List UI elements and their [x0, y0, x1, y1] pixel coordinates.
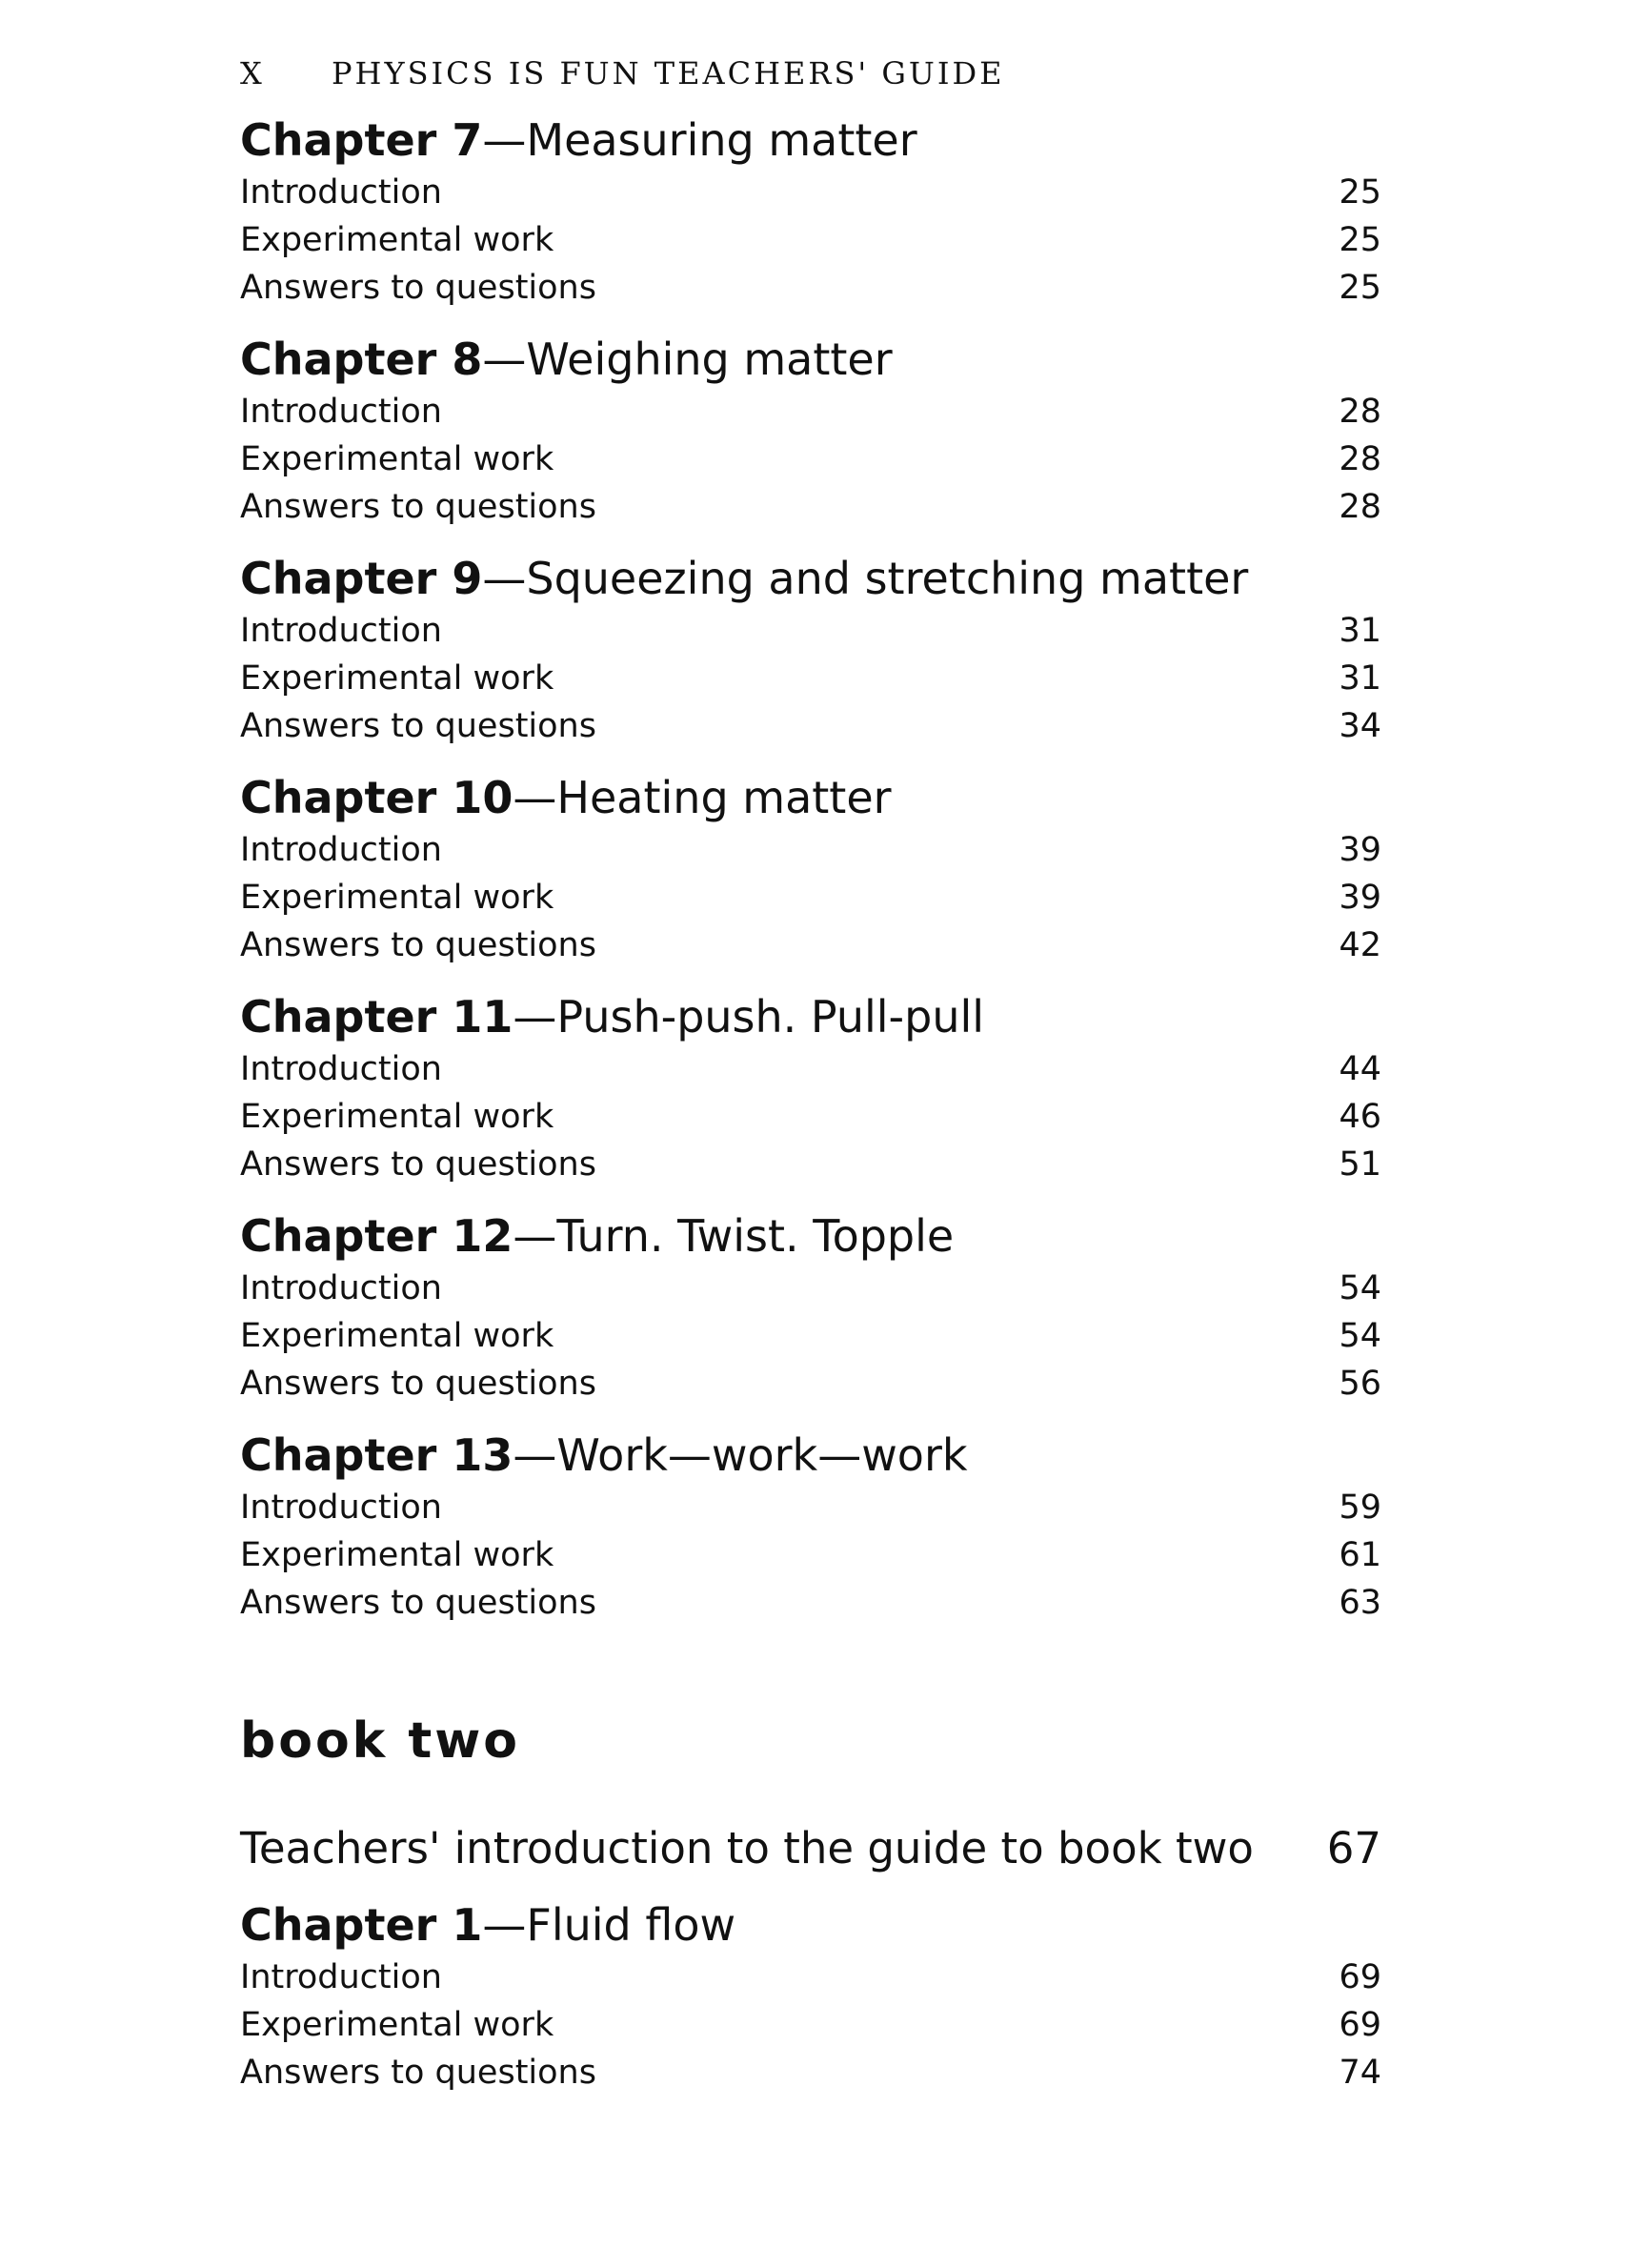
toc-entry	[240, 1484, 1381, 1531]
entry-label: Experimental work	[240, 2006, 554, 2044]
chapter-9-block	[240, 550, 1381, 750]
chapter-13-block	[240, 1427, 1381, 1627]
chapter-subject: —Turn. Twist. Topple	[513, 1210, 955, 1262]
entry-page: 67	[1326, 1823, 1381, 1873]
toc-entry	[240, 702, 1381, 750]
entry-page: 63	[1339, 1584, 1381, 1622]
chapter-title	[240, 331, 1381, 388]
toc-entry	[240, 1360, 1381, 1407]
toc-entry	[240, 1312, 1381, 1360]
entry-label: Answers to questions	[240, 707, 596, 745]
entry-page: 54	[1339, 1269, 1381, 1307]
entry-label: Experimental work	[240, 221, 554, 259]
entry-label: Answers to questions	[240, 1584, 596, 1622]
toc-entry	[240, 2049, 1381, 2096]
entry-label: Introduction	[240, 1269, 442, 1307]
toc-entry	[240, 1531, 1381, 1579]
toc-entry	[240, 655, 1381, 702]
toc-entry	[240, 1954, 1381, 2001]
toc-entry	[240, 2001, 1381, 2049]
entry-page: 25	[1339, 269, 1381, 307]
entry-page: 54	[1339, 1317, 1381, 1355]
entry-page: 69	[1339, 2006, 1381, 2044]
toc-entry	[240, 874, 1381, 921]
entry-page: 46	[1339, 1098, 1381, 1136]
toc-entry	[240, 607, 1381, 655]
chapter-subject: —Fluid flow	[482, 1899, 736, 1951]
running-title: PHYSICS IS FUN TEACHERS' GUIDE	[332, 55, 1005, 91]
entry-page: 39	[1339, 831, 1381, 869]
chapter-subject: —Squeezing and stretching matter	[482, 553, 1249, 604]
entry-label: Experimental work	[240, 879, 554, 917]
chapter-number: Chapter 12	[240, 1210, 513, 1262]
chapter-8-block	[240, 331, 1381, 531]
toc-entry	[240, 1265, 1381, 1312]
chapter-title	[240, 111, 1381, 169]
toc-entry	[240, 826, 1381, 874]
toc-entry	[240, 216, 1381, 264]
entry-label: Experimental work	[240, 440, 554, 478]
book-two-introduction-entry	[240, 1820, 1381, 1877]
chapter-number: Chapter 8	[240, 334, 483, 385]
entry-label: Experimental work	[240, 659, 554, 698]
entry-label: Introduction	[240, 393, 442, 431]
entry-label: Answers to questions	[240, 1365, 596, 1403]
chapter-number: Chapter 9	[240, 553, 483, 604]
chapter-number: Chapter 7	[240, 114, 483, 166]
entry-page: 31	[1339, 659, 1381, 698]
book-two-heading: book two	[240, 1712, 520, 1770]
entry-label: Answers to questions	[240, 2054, 596, 2092]
entry-label: Introduction	[240, 612, 442, 650]
entry-page: 74	[1339, 2054, 1381, 2092]
toc-entry	[240, 169, 1381, 216]
toc-entry	[240, 1579, 1381, 1627]
entry-label: Introduction	[240, 173, 442, 212]
chapter-title	[240, 1207, 1381, 1265]
chapter-11-block	[240, 988, 1381, 1188]
entry-label: Introduction	[240, 831, 442, 869]
entry-page: 61	[1339, 1536, 1381, 1574]
entry-label: Answers to questions	[240, 488, 596, 526]
chapter-7-block	[240, 111, 1381, 312]
entry-label: Introduction	[240, 1488, 442, 1527]
running-header	[240, 55, 1005, 91]
chapter-subject: —Weighing matter	[482, 334, 893, 385]
entry-page: 34	[1339, 707, 1381, 745]
entry-page: 28	[1339, 488, 1381, 526]
toc-entry	[240, 435, 1381, 483]
entry-label: Teachers' introduction to the guide to book two	[240, 1823, 1254, 1873]
entry-page: 59	[1339, 1488, 1381, 1527]
chapter-title	[240, 550, 1381, 607]
chapter-title	[240, 1427, 1381, 1484]
chapter-10-block	[240, 769, 1381, 969]
toc-entry	[240, 1045, 1381, 1093]
chapter-12-block	[240, 1207, 1381, 1407]
chapter-subject: —Push-push. Pull-pull	[513, 991, 985, 1043]
toc-entry	[240, 1141, 1381, 1188]
toc-entry	[240, 264, 1381, 312]
toc-entry	[240, 483, 1381, 531]
entry-page: 25	[1339, 173, 1381, 212]
chapter-subject: —Work—work—work	[513, 1429, 968, 1481]
entry-page: 51	[1339, 1145, 1381, 1184]
chapter-subject: —Heating matter	[513, 772, 892, 823]
entry-label: Answers to questions	[240, 1145, 596, 1184]
toc-entry	[240, 388, 1381, 435]
entry-page: 31	[1339, 612, 1381, 650]
entry-label: Experimental work	[240, 1098, 554, 1136]
entry-label: Experimental work	[240, 1317, 554, 1355]
entry-label: Answers to questions	[240, 269, 596, 307]
chapter-subject: —Measuring matter	[482, 114, 917, 166]
entry-label: Introduction	[240, 1958, 442, 1996]
entry-page: 42	[1339, 926, 1381, 964]
chapter-title	[240, 1896, 1381, 1954]
chapter-number: Chapter 10	[240, 772, 513, 823]
entry-page: 69	[1339, 1958, 1381, 1996]
entry-label: Answers to questions	[240, 926, 596, 964]
chapter-number: Chapter 11	[240, 991, 513, 1043]
chapter-number: Chapter 1	[240, 1899, 483, 1951]
toc-entry	[240, 921, 1381, 969]
entry-label: Experimental work	[240, 1536, 554, 1574]
entry-label: Introduction	[240, 1050, 442, 1088]
book-two-chapter-1-block	[240, 1896, 1381, 2096]
chapter-number: Chapter 13	[240, 1429, 513, 1481]
entry-page: 56	[1339, 1365, 1381, 1403]
chapter-title	[240, 769, 1381, 826]
page-folio: X	[240, 55, 265, 91]
chapter-title	[240, 988, 1381, 1045]
entry-page: 39	[1339, 879, 1381, 917]
entry-page: 28	[1339, 393, 1381, 431]
entry-page: 25	[1339, 221, 1381, 259]
entry-page: 28	[1339, 440, 1381, 478]
entry-page: 44	[1339, 1050, 1381, 1088]
toc-entry	[240, 1093, 1381, 1141]
